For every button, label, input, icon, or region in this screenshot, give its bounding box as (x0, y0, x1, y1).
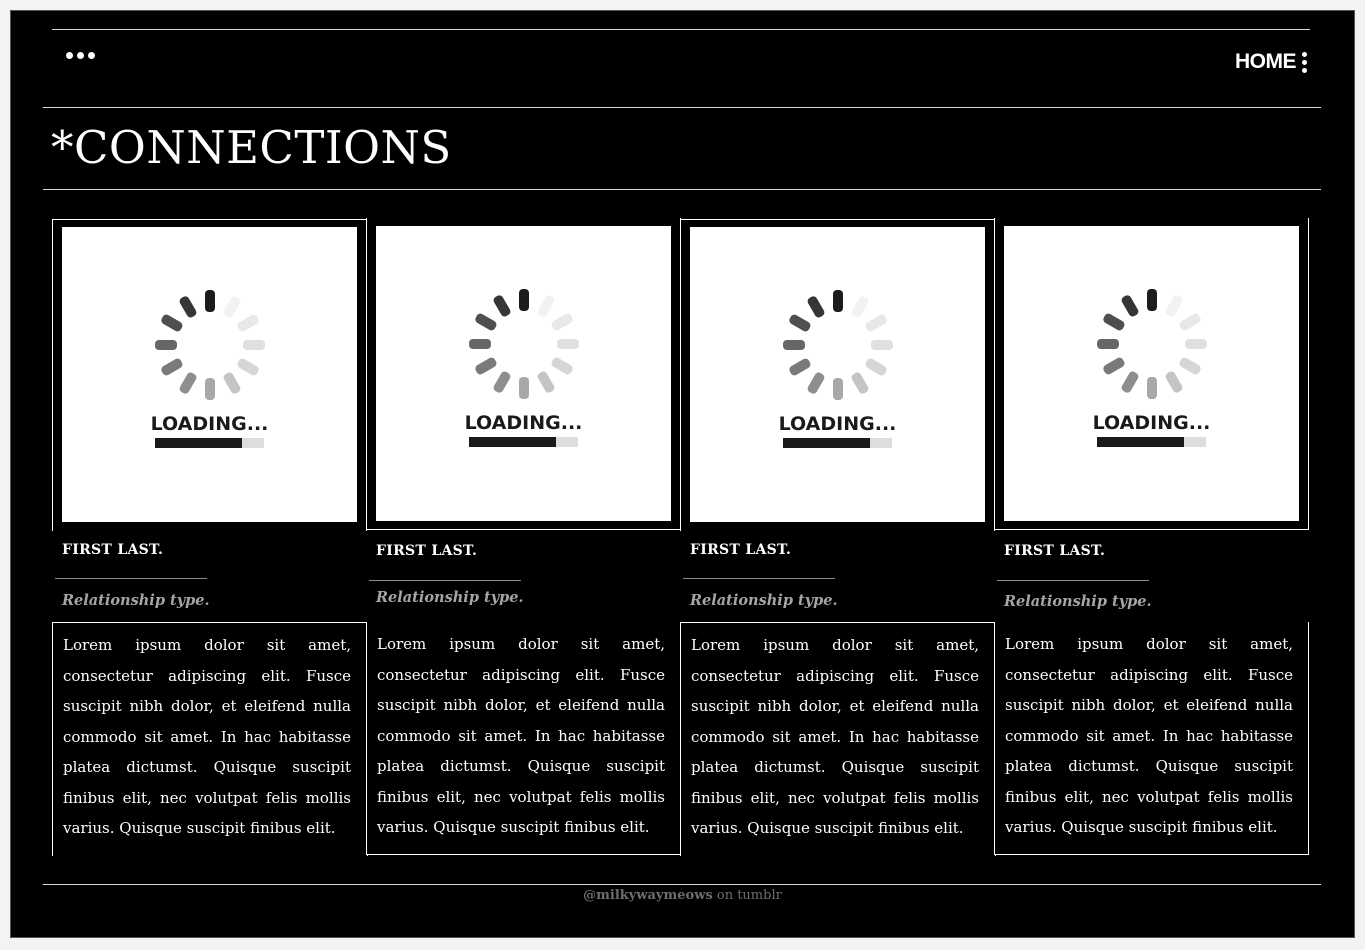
spinner-segment (473, 356, 497, 376)
spinner-segment (1164, 294, 1184, 318)
card-name: FIRST LAST. (376, 543, 478, 559)
spinner-segment (205, 290, 215, 312)
loading-progress-bar (155, 438, 264, 448)
description-box (680, 622, 996, 856)
spinner-segment (1147, 377, 1157, 399)
home-link[interactable] (1235, 50, 1307, 74)
loading-image (62, 227, 357, 522)
card-image-frame (994, 218, 1309, 530)
spinner-segment (787, 313, 811, 333)
spinner-segment (864, 313, 888, 333)
name-rule (683, 578, 835, 579)
footer-suffix: on tumblr (712, 888, 782, 903)
spinner-segment (850, 295, 870, 319)
spinner-icon (1096, 288, 1208, 400)
spinner-segment (178, 371, 198, 395)
spinner-segment (492, 294, 512, 318)
spinner-segment (550, 356, 574, 376)
loading-image (1004, 226, 1299, 521)
footer-handle-link[interactable]: @milkywaymeows (583, 888, 713, 903)
card-name: FIRST LAST. (62, 542, 164, 558)
spinner-segment (833, 378, 843, 400)
spinner-segment (469, 339, 491, 349)
card-description: Lorem ipsum dolor sit amet, consectetur adipiscing elit. Fusce suscipit nibh dolor, et eleifend nulla commodo sit amet. In hac habitasse platea dictumst. Quisque suscipit finibus elit, nec volutpat felis mollis varius. Quisque suscipit finibus elit. (691, 636, 979, 837)
card-image-frame (366, 218, 681, 530)
loading-text: LOADING... (778, 413, 897, 435)
relationship-type: Relationship type. (376, 589, 524, 606)
relationship-type: Relationship type. (1004, 593, 1152, 610)
card-description: Lorem ipsum dolor sit amet, consectetur adipiscing elit. Fusce suscipit nibh dolor, et eleifend nulla commodo sit amet. In hac habitasse platea dictumst. Quisque suscipit finibus elit, nec volutpat felis mollis varius. Quisque suscipit finibus elit. (377, 635, 665, 836)
spinner-segment (205, 378, 215, 400)
card-image-frame (680, 219, 995, 531)
spinner-segment (519, 377, 529, 399)
description-box (994, 622, 1309, 855)
spinner-segment (1185, 339, 1207, 349)
card-description: Lorem ipsum dolor sit amet, consectetur adipiscing elit. Fusce suscipit nibh dolor, et eleifend nulla commodo sit amet. In hac habitasse platea dictumst. Quisque suscipit finibus elit, nec volutpat felis mollis varius. Quisque suscipit finibus elit. (1005, 635, 1293, 836)
card-name: FIRST LAST. (1004, 543, 1106, 559)
card-description: Lorem ipsum dolor sit amet, consectetur adipiscing elit. Fusce suscipit nibh dolor, et eleifend nulla commodo sit amet. In hac habitasse platea dictumst. Quisque suscipit finibus elit, nec volutpat felis mollis varius. Quisque suscipit finibus elit. (63, 636, 351, 837)
spinner-segment (222, 295, 242, 319)
name-rule (997, 580, 1149, 581)
spinner-segment (1164, 370, 1184, 394)
spinner-segment (783, 340, 805, 350)
spinner-icon (782, 289, 894, 401)
header-rule (43, 107, 1321, 108)
spinner-segment (492, 370, 512, 394)
loading-progress-bar (469, 437, 578, 447)
home-label: HOME (1235, 50, 1296, 73)
card-image-frame (52, 219, 367, 531)
spinner-segment (473, 312, 497, 332)
loading-text: LOADING... (150, 413, 269, 435)
spinner-segment (550, 312, 574, 332)
spinner-segment (243, 340, 265, 350)
spinner-segment (222, 371, 242, 395)
ellipsis-horizontal-icon[interactable] (66, 52, 95, 66)
spinner-segment (787, 357, 811, 377)
loading-progress-bar (783, 438, 892, 448)
spinner-segment (864, 357, 888, 377)
spinner-segment (159, 313, 183, 333)
spinner-segment (155, 340, 177, 350)
spinner-segment (159, 357, 183, 377)
spinner-segment (236, 313, 260, 333)
spinner-segment (519, 289, 529, 311)
footer-rule (43, 884, 1321, 885)
description-box (52, 622, 368, 856)
name-rule (369, 580, 521, 581)
spinner-segment (536, 294, 556, 318)
loading-image (690, 227, 985, 522)
title-rule (43, 189, 1321, 190)
spinner-icon (468, 288, 580, 400)
ellipsis-vertical-icon (1302, 52, 1307, 73)
card-name: FIRST LAST. (690, 542, 792, 558)
spinner-segment (806, 295, 826, 319)
top-rule (52, 29, 1310, 30)
spinner-segment (833, 290, 843, 312)
description-box (366, 622, 681, 855)
relationship-type: Relationship type. (690, 592, 838, 609)
page-title: *CONNECTIONS (51, 121, 452, 174)
spinner-segment (850, 371, 870, 395)
spinner-icon (154, 289, 266, 401)
footer-credit (0, 888, 1365, 903)
spinner-segment (557, 339, 579, 349)
spinner-segment (1178, 356, 1202, 376)
spinner-segment (178, 295, 198, 319)
spinner-segment (1120, 370, 1140, 394)
spinner-segment (806, 371, 826, 395)
loading-text: LOADING... (464, 412, 583, 434)
spinner-segment (1178, 312, 1202, 332)
loading-image (376, 226, 671, 521)
spinner-segment (536, 370, 556, 394)
loading-text: LOADING... (1092, 412, 1211, 434)
spinner-segment (1120, 294, 1140, 318)
spinner-segment (236, 357, 260, 377)
loading-progress-bar (1097, 437, 1206, 447)
spinner-segment (871, 340, 893, 350)
relationship-type: Relationship type. (62, 592, 210, 609)
spinner-segment (1097, 339, 1119, 349)
name-rule (55, 578, 207, 579)
spinner-segment (1147, 289, 1157, 311)
spinner-segment (1101, 312, 1125, 332)
spinner-segment (1101, 356, 1125, 376)
